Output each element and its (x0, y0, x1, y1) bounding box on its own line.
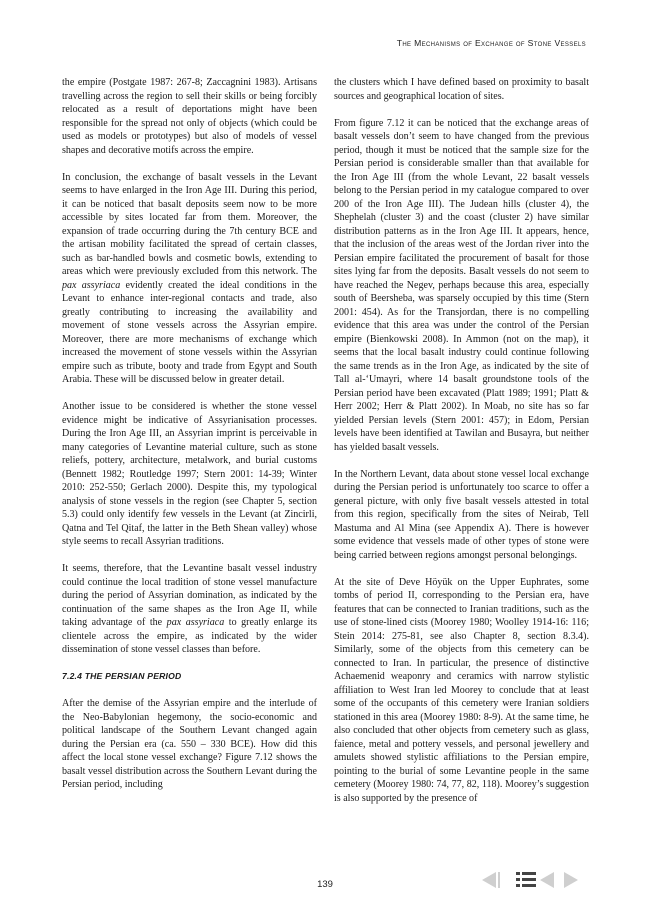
page-number: 139 (317, 879, 333, 890)
running-title: The Mechanisms of Exchange of Stone Vessels (396, 38, 586, 48)
next-page-icon[interactable] (564, 872, 578, 888)
running-head (397, 38, 586, 48)
left-column (62, 76, 317, 805)
paragraph: From figure 7.12 it can be noticed that the exchange areas of basalt vessels don’t seem to have changed from the previous period, though it must be noticed that the sample size for the Persian period is considerable smaller than that available for the Iron Age III (from the whole Levant, 22 basalt vessels belong to the Persian period in my catalogue compared to over 200 of the Iron Age III). The Judean hills (cluster 4), the Shephelah (cluster 3) and the coast (cluster 2) have similar distribution patterns as in the Iron Age III. It appears, hence, that the inclusion of the areas west of the Jordan river into the Persian empire facilitated the procurement of basalt for those sites lying far from the deposits. Basalt vessels do not seem to have reached the Negev, perhaps because this area, especially south of Beersheba, was sparsely occupied by this time (Stern 2001: 454). As for the Transjordan, there is no compelling evidence that this area was under the control of the Persian empire (Bienkowski 2008). In Ammon (not on the map), it seems that the local basalt industry could continue following the same trends as in the Iron Age, as indicated by the site of Tall al-‘Umayri, where 14 basalt groundstone tools of the Persian period have been excavated (Platt 1989; 1991; Platt & Herr 2002; Herr & Platt 2002). In Moab, no site has so far yielded Persian levels (Stern 2001: 457); in Edom, Persian levels have been identified at Tawilan and Busayra, but neither has yielded basalt vessels. (334, 117, 589, 453)
paragraph: Another issue to be considered is whether the stone vessel evidence might be indicative of Assyrianisation processes. During the Iron Age III, an Assyrian imprint is perceivable in many categories of Levantine material culture, such as stone reliefs, pottery, architecture, metalwork, and burial customs (Bennett 1982; Routledge 1997; Stern 2001: 14-39; Winter 2010: 252-550; Gerlach 2000). Despite this, my typological analysis of stone vessels in the region (see Chapter 5, section 5.3) could only identify few vessels in the Levant (at Zincirli, Qatna and Tel Qitaf, the latter in the Beth Shean valley) whose style seems to recall Assyrian traditions. (62, 401, 317, 547)
paragraph: After the demise of the Assyrian empire and the interlude of the Neo-Babylonian hegemony, the socio-economic and political landscape of the Southern Levant changed again during the Persian era (ca. 550 – 330 BCE). How did this affect the local stone vessel exchange? Figure 7.12 shows the basalt vessel distribution across the Southern Levant during the Persian period, including (62, 698, 317, 790)
right-column (334, 76, 589, 819)
previous-page-icon[interactable] (540, 872, 554, 888)
paragraph: At the site of Deve Höyük on the Upper Euphrates, some tombs of period II, corresponding to the Persian era, have features that can be connected to Iranian traditions, such as the use of stone-lined cists (Moorey 1980; Woolley 1914-16: 116; Stein 2014: 275-81, see also Chapter 8, section 8.3.4). Similarly, some of the objects from this cemetery can be connected to Iran. In particular, the presence of distinctive Achaemenid weaponry and ceramics with narrow stylistic affiliation to West Iran led Moorey to conclude that at least some of the occupants of this cemetery were Iranian soldiers stationed in this area (Moorey 1980: 8-9). At the same time, he also concluded that other objects from cemetery such as glass, faience, metal and pottery vessels, and personal jewellery and amulets showed stylistic affiliations to the Persian empire, pointing to the burial of some Levantine people in the same cemetery (Moorey 1980: 74, 77, 82, 118). Moorey’s suggestion is also supported by the presence of (334, 576, 589, 804)
paragraph: the clusters which I have defined based on proximity to basalt sources and geographical location of sites. (334, 77, 589, 102)
paragraph: In the Northern Levant, data about stone vessel local exchange during the Persian period is unfortunately too scarce to offer a general picture, with only five basalt vessels attested in total from this region, specifically from the sites of Neirab, Tell Mastuma and Al Mina (see Appendix A). There is however some evidence that vessels made of other types of stone were being carried between regions amongst personal belongings. (334, 468, 589, 561)
first-page-icon[interactable] (482, 872, 500, 888)
menu-icon[interactable] (516, 872, 536, 887)
paragraph: In conclusion, the exchange of basalt vessels in the Levant seems to have enlarged in the Iron Age III. During this period, it can be noticed that basalt deposits seem now to be more accessible by sites located far from them. Moreover, the expansion of trade occurring during the 7th century BCE and the artisan mobility facilitated the spread of certain classes, such as bar-handled bowls and cosmetic bowls, extending to areas which were previously excluded from this network. The pax assyriaca evidently created the ideal conditions in the Levant to enhance inter-regional contacts and trade, also greatly contributing to increasing the availability and movement of stone vessels across the Assyrian empire. Moreover, there are more mechanisms of exchange which increased the movement of stone vessels within the Assyrian empire such as tribute, booty and trade from Egypt and South Arabia. These will be discussed below in greater detail. (62, 171, 317, 385)
page-navigation (478, 868, 588, 892)
section-heading: 7.2.4 THE PERSIAN PERIOD (62, 671, 182, 681)
paragraph: the empire (Postgate 1987: 267-8; Zaccagnini 1983). Artisans travelling across the region to sell their skills or being forcibly relocated as a result of deportations might have been responsible for the spread not only of objects (which could be used as models or prototypes) but also of models of vessel shapes and decorative motifs across the empire. (62, 77, 317, 156)
paragraph: It seems, therefore, that the Levantine basalt vessel industry could continue the local tradition of stone vessel manufacture during the period of Assyrian domination, as indicated by the continuation of the same shapes as the Iron Age II, while taking advantage of the pax assyriaca to greatly enlarge its clientele across the empire, as indicated by the wider dissemination of stone vessel classes than before. (62, 563, 317, 655)
